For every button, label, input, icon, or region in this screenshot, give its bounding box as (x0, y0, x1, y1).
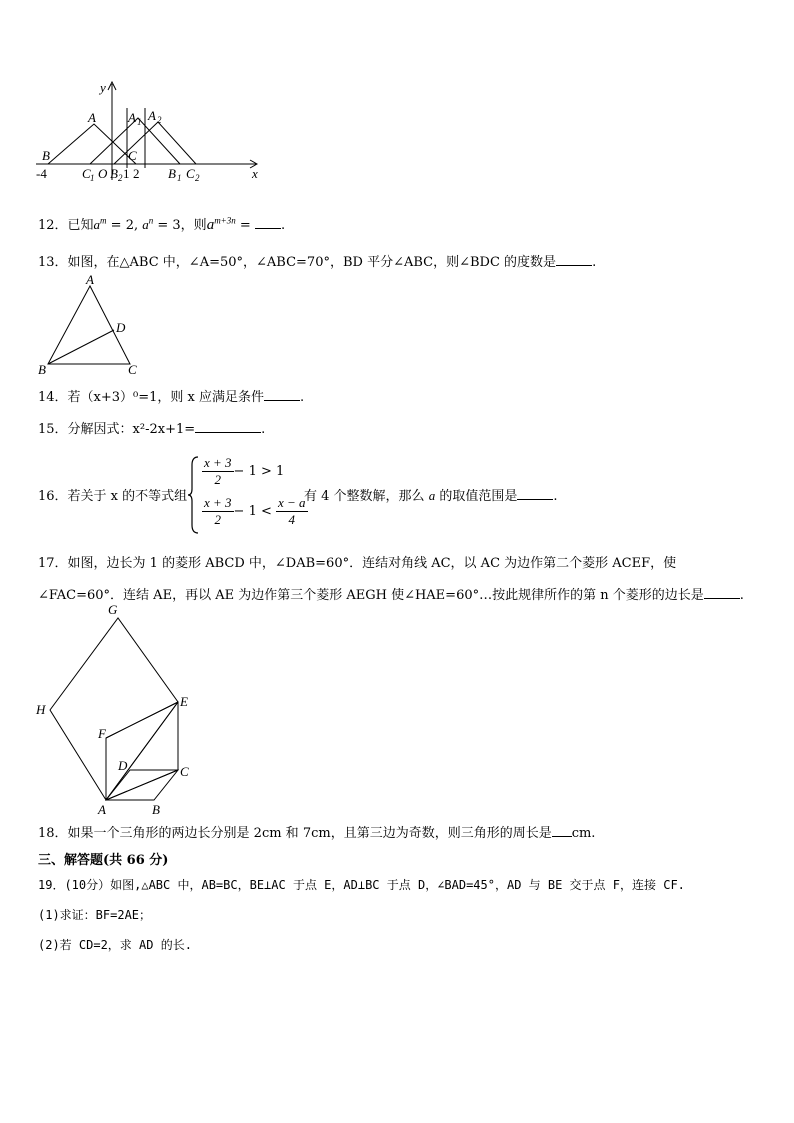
fig11-label-minus4: -4 (36, 166, 47, 181)
question-19-part-1: (1)求证：BF=2AE； (38, 908, 152, 922)
q12-exp-2: n (148, 215, 154, 226)
q16-row-1-tail: − 1 > 1 (233, 464, 285, 479)
q16-frac-1-num: x + 3 (204, 455, 232, 470)
fig17-label-F: F (98, 726, 106, 741)
q16-row-1 (202, 455, 284, 488)
fig11-label-C2: C (186, 166, 195, 181)
section-3-title: 三、解答题(共 66 分) (38, 853, 169, 868)
q12-base-2: a (142, 217, 149, 232)
q12-end: . (280, 218, 286, 233)
fig13-label-B: B (38, 362, 46, 377)
fig11-y-label: y (100, 80, 106, 95)
fig11-tick-2: 2 (133, 166, 140, 181)
q16-row-2 (202, 495, 308, 528)
fig11-x-label: x (252, 166, 258, 181)
figure-q17 (34, 602, 204, 818)
q16-frac-1-den: 2 (214, 472, 222, 487)
question-17-line-2 (38, 584, 744, 603)
q17-line-1: 17．如图，边长为 1 的菱形 ABCD 中，∠DAB=60°．连结对角线 AC，以 AC 为边作第二个菱形 ACEF，使 (38, 556, 677, 571)
q18-end: cm. (571, 826, 596, 841)
fig17-label-B: B (152, 802, 160, 817)
fig11-label-B1-sub: 1 (177, 173, 182, 183)
q16-end: . (553, 489, 558, 504)
fig11-label-A1: A (128, 110, 136, 125)
q16-row-2-mid: − 1 < (233, 504, 272, 519)
q18-text: 18．如果一个三角形的两边长分别是 2cm 和 7cm，且第三边为奇数，则三角形的周长是 (38, 826, 552, 841)
q12-eq-3: = (235, 218, 255, 233)
brace-icon (188, 455, 200, 535)
q13-end: . (592, 255, 597, 270)
fig11-label-B2: B (110, 166, 118, 181)
fig11-label-B1: B (168, 166, 176, 181)
q16-prefix: 16．若关于 x 的不等式组 (38, 489, 188, 504)
fig11-label-A: A (88, 110, 96, 125)
fig11-label-C1: C (82, 166, 91, 181)
q16-frac-2-num: x + 3 (204, 495, 232, 510)
q17-answer-blank[interactable] (704, 586, 740, 599)
fig13-label-D: D (116, 320, 126, 335)
q12-exp-3: m+3n (214, 215, 236, 226)
q16-suffix (304, 485, 557, 504)
q16-post2: 的取值范围是 (439, 489, 518, 504)
question-15 (38, 418, 265, 437)
fig13-label-A: A (86, 272, 94, 287)
question-12 (38, 214, 285, 234)
q15-answer-blank[interactable] (195, 420, 261, 433)
q16-frac-2 (202, 495, 234, 528)
question-13 (38, 251, 596, 270)
q16-frac-3-num: x − a (278, 495, 306, 510)
fig11-label-C: C (128, 148, 137, 163)
q16-frac-3 (276, 495, 308, 528)
q12-eq-1: = 2, (106, 218, 143, 233)
fig17-label-D: D (118, 758, 128, 773)
fig11-label-C1-sub: 1 (90, 173, 95, 183)
fig13-label-C: C (128, 362, 137, 377)
fig17-label-C: C (180, 764, 189, 779)
figure-q13 (34, 272, 144, 378)
q12-eq-2: = 3，则 (153, 218, 207, 233)
q16-post: 有 4 个整数解，那么 (304, 489, 425, 504)
q13-text: 13．如图，在△ABC 中，∠A=50°，∠ABC=70°，BD 平分∠ABC，则∠BDC 的度数是 (38, 255, 557, 270)
fig11-label-C2-sub: 2 (195, 173, 200, 183)
q12-exp-1: m (100, 215, 107, 226)
q16-answer-blank[interactable] (517, 487, 553, 500)
q14-end: . (300, 390, 305, 405)
q12-base-3: a (206, 217, 215, 233)
fig17-label-H: H (36, 702, 46, 717)
fig11-label-B: B (42, 148, 50, 163)
question-14 (38, 386, 304, 405)
fig11-label-B2-sub: 2 (118, 173, 123, 183)
q17-line-2: ∠FAC=60°．连结 AE，再以 AE 为边作第三个菱形 AEGH 使∠HAE=60°…按此规律所作的第 n 个菱形的边长是 (38, 588, 704, 603)
q12-answer-blank[interactable] (255, 216, 281, 229)
fig11-label-A2: A (148, 108, 156, 123)
fig11-label-A2-sub: 2 (157, 115, 162, 125)
q14-text: 14．若（x+3）⁰=1，则 x 应满足条件 (38, 390, 265, 405)
fig11-label-O: O (98, 166, 108, 181)
question-19: 19．(10分）如图,△ABC 中，AB=BC，BE⊥AC 于点 E，AD⊥BC 于点 D，∠BAD=45°，AD 与 BE 交于点 F，连接 CF. (38, 878, 685, 892)
q13-answer-blank[interactable] (556, 253, 592, 266)
fig17-label-E: E (180, 694, 188, 709)
q12-base-1: a (93, 217, 101, 232)
q16-frac-2-den: 2 (214, 512, 222, 527)
fig11-tick-1: 1 (123, 166, 130, 181)
q14-answer-blank[interactable] (264, 388, 300, 401)
figure-q11 (30, 78, 270, 186)
q15-end: . (261, 422, 266, 437)
q16-frac-1 (202, 455, 234, 488)
q15-text: 15．分解因式：x²-2x+1= (38, 422, 196, 437)
question-19-part-2: (2)若 CD=2，求 AD 的长. (38, 938, 192, 952)
question-17-line-1 (38, 552, 676, 571)
fig17-label-A: A (98, 802, 106, 817)
q12-prefix: 12．已知 (38, 218, 94, 233)
q16-frac-3-den: 4 (288, 512, 296, 527)
q17-end: . (739, 588, 744, 603)
question-18 (38, 822, 595, 841)
q18-answer-blank[interactable] (552, 824, 572, 837)
fig11-label-A1-sub: 1 (137, 117, 142, 127)
fig17-label-G: G (108, 602, 118, 617)
q16-var-a: a (428, 488, 436, 503)
